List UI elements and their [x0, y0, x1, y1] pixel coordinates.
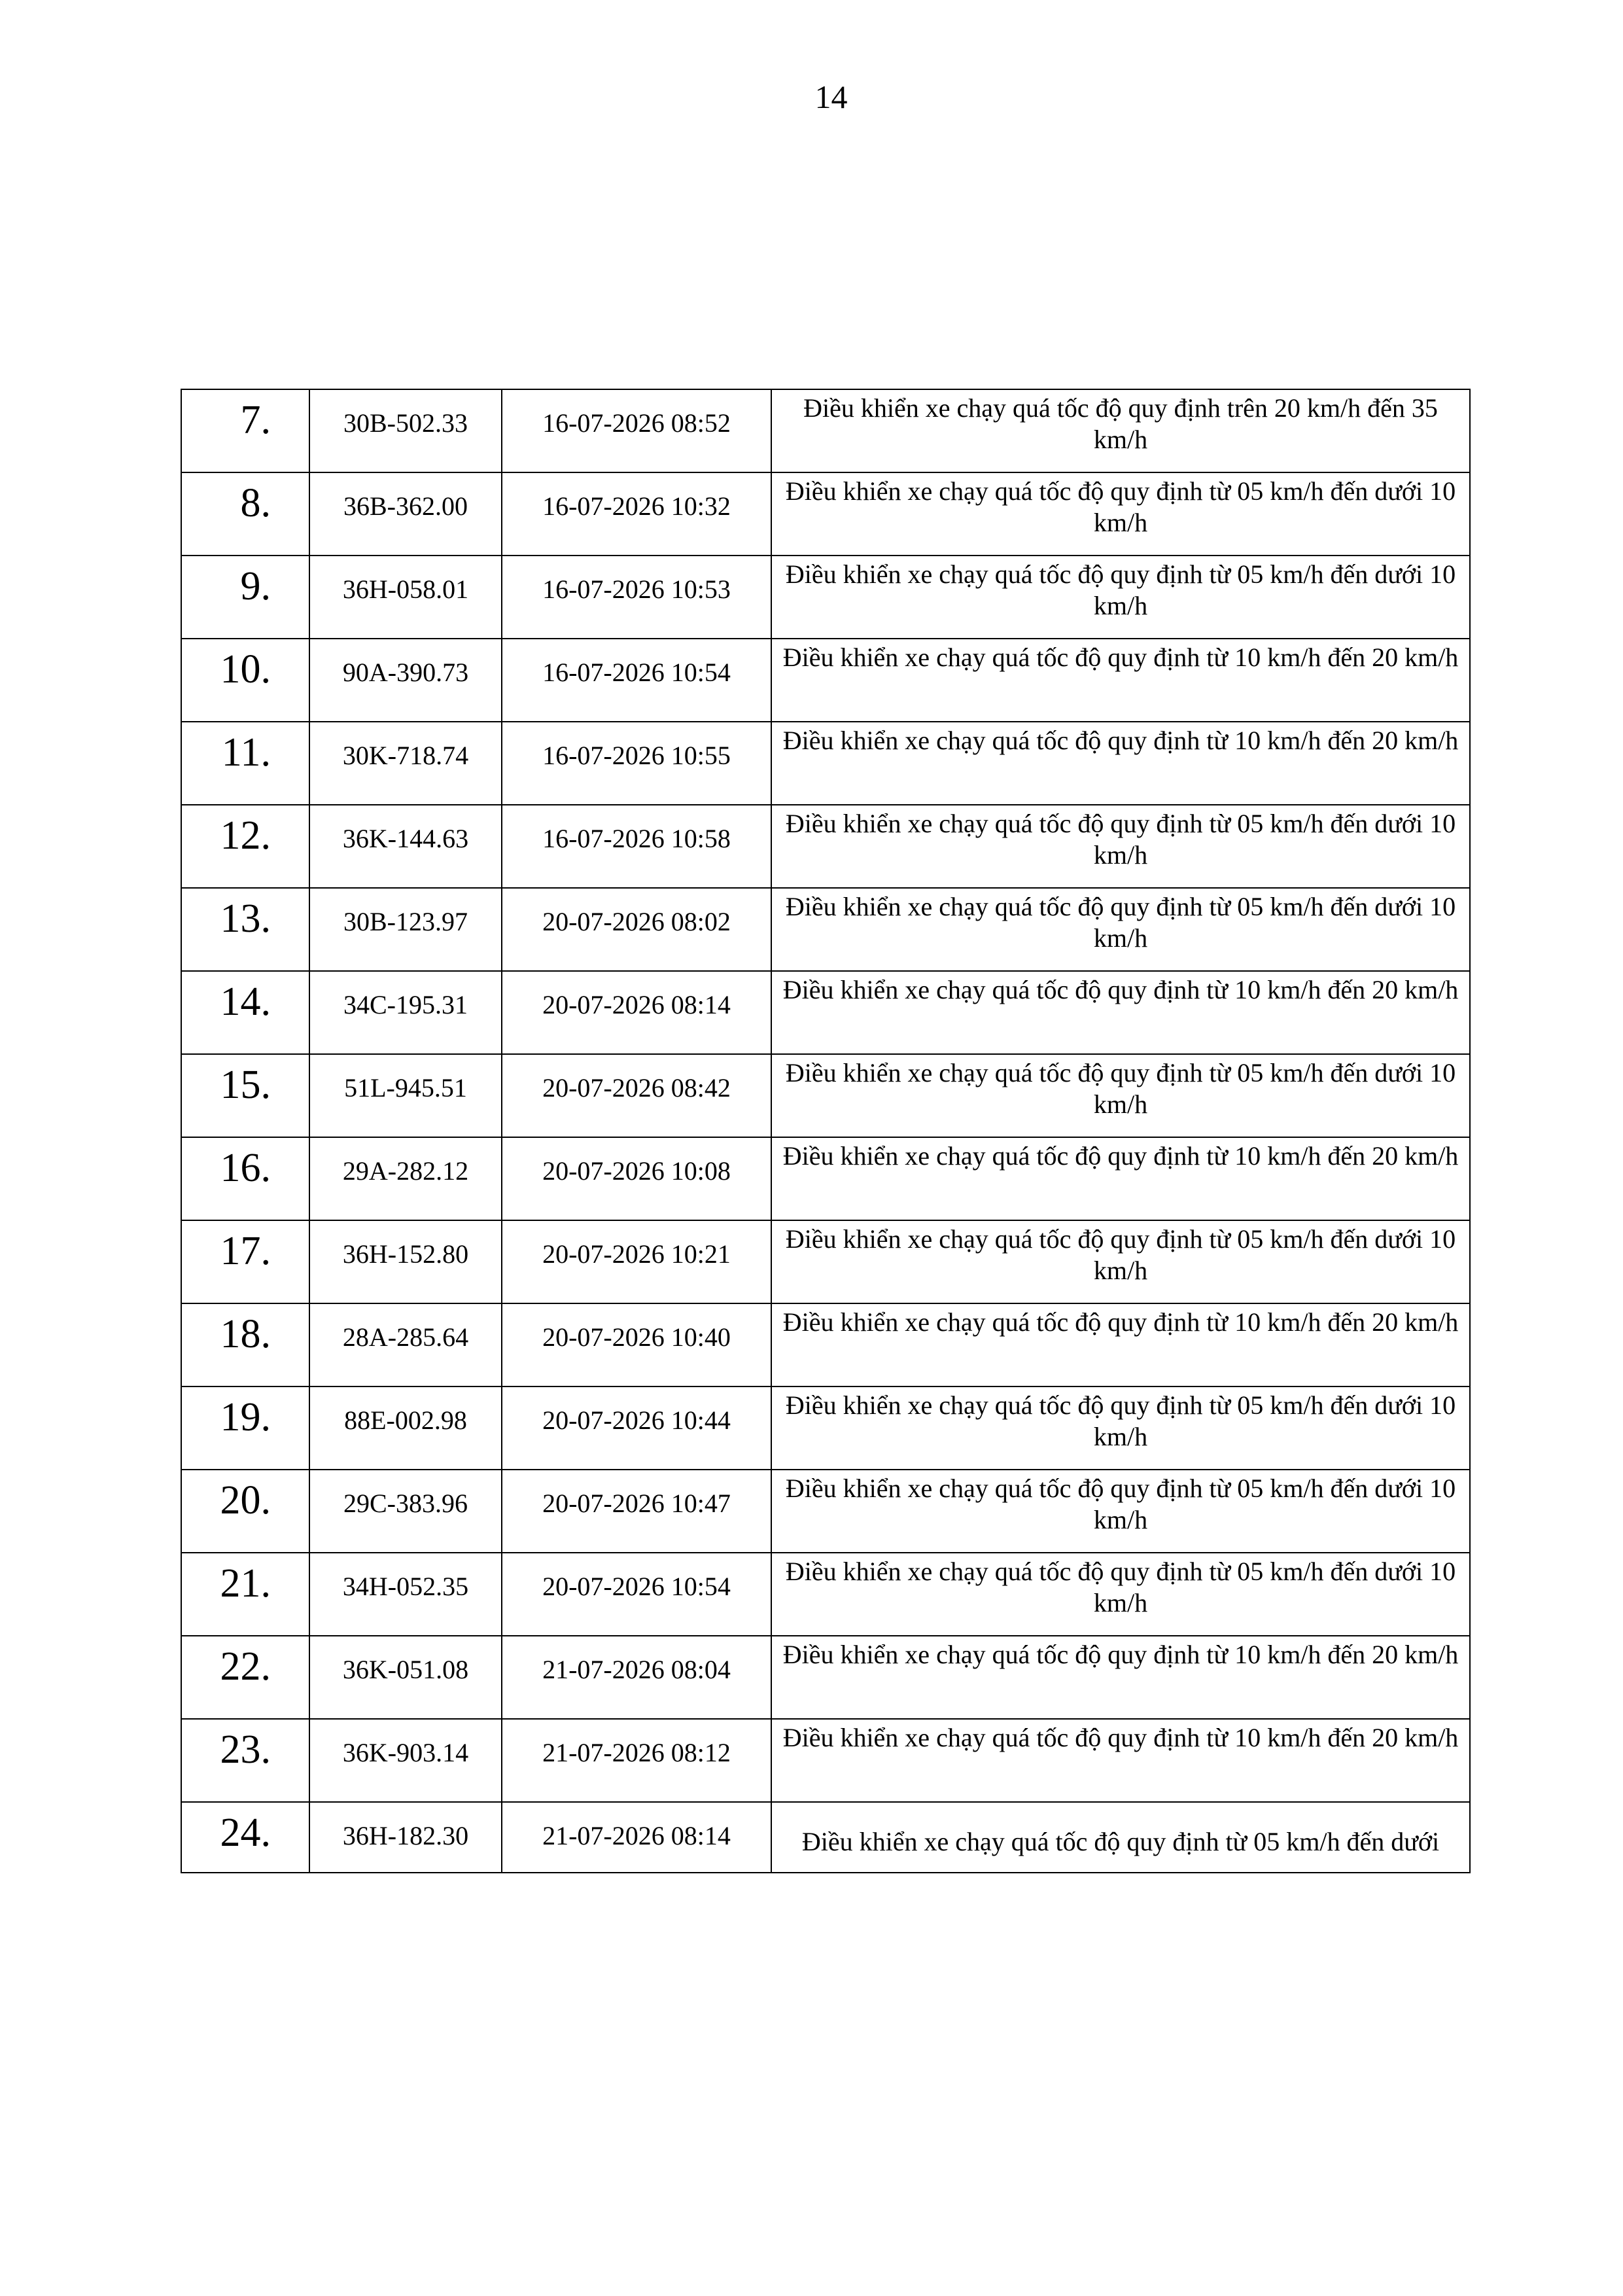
- row-number-cell-text: 17.: [220, 1229, 271, 1273]
- violation-description-cell-text: Điều khiển xe chạy quá tốc độ quy định trên 20 km/h đến 35 km/h: [803, 393, 1438, 454]
- license-plate-cell-text: 30K-718.74: [342, 741, 469, 770]
- table-row: [181, 639, 1470, 722]
- violation-time-cell: [502, 1470, 771, 1553]
- violation-time-cell: [502, 389, 771, 472]
- violations-table-body: [181, 389, 1470, 1873]
- violation-time-cell: [502, 556, 771, 639]
- violation-time-cell: [502, 1636, 771, 1719]
- row-number-cell: [181, 1802, 309, 1873]
- license-plate-cell-text: 34H-052.35: [342, 1572, 469, 1601]
- violation-description-cell-text: Điều khiển xe chạy quá tốc độ quy định từ 10 km/h đến 20 km/h: [782, 1141, 1459, 1171]
- license-plate-cell: [309, 389, 502, 472]
- row-number-cell: [181, 805, 309, 888]
- row-number-cell: [181, 639, 309, 722]
- row-number-cell: [181, 1303, 309, 1386]
- table-row: [181, 1636, 1470, 1719]
- violation-time-cell: [502, 1220, 771, 1303]
- row-number-cell: [181, 722, 309, 805]
- row-number-cell-text: 20.: [220, 1478, 271, 1523]
- table-row: [181, 556, 1470, 639]
- license-plate-cell: [309, 1303, 502, 1386]
- license-plate-cell: [309, 1802, 502, 1873]
- row-number-cell-text: 10.: [220, 647, 271, 692]
- row-number-cell: [181, 971, 309, 1054]
- violation-time-cell-text: 21-07-2026 08:04: [542, 1655, 731, 1684]
- violation-description-cell: [771, 1303, 1470, 1386]
- license-plate-cell-text: 36H-182.30: [342, 1821, 469, 1850]
- row-number-cell: [181, 1386, 309, 1470]
- violation-time-cell-text: 20-07-2026 10:44: [542, 1405, 731, 1435]
- violation-time-cell-text: 20-07-2026 08:14: [542, 990, 731, 1019]
- violation-description-cell: [771, 556, 1470, 639]
- license-plate-cell-text: 36K-144.63: [342, 824, 469, 853]
- license-plate-cell: [309, 639, 502, 722]
- table-row: [181, 888, 1470, 971]
- violation-time-cell: [502, 722, 771, 805]
- license-plate-cell: [309, 971, 502, 1054]
- violation-description-cell-text: Điều khiển xe chạy quá tốc độ quy định từ 05 km/h đến dưới 10 km/h: [785, 809, 1456, 870]
- row-number-cell-text: 24.: [220, 1810, 271, 1855]
- violation-time-cell-text: 20-07-2026 10:21: [542, 1239, 731, 1269]
- license-plate-cell: [309, 556, 502, 639]
- row-number-cell-text: 18.: [220, 1312, 271, 1356]
- violation-time-cell-text: 16-07-2026 10:53: [542, 574, 731, 604]
- license-plate-cell: [309, 1470, 502, 1553]
- license-plate-cell: [309, 722, 502, 805]
- license-plate-cell: [309, 805, 502, 888]
- license-plate-cell-text: 36H-152.80: [342, 1239, 469, 1269]
- violation-time-cell-text: 16-07-2026 10:58: [542, 824, 731, 853]
- row-number-cell-text: 14.: [220, 980, 271, 1024]
- violation-description-cell: [771, 472, 1470, 556]
- license-plate-cell: [309, 1054, 502, 1137]
- violation-time-cell: [502, 1137, 771, 1220]
- row-number-cell: [181, 1636, 309, 1719]
- license-plate-cell: [309, 1553, 502, 1636]
- license-plate-cell-text: 36H-058.01: [342, 574, 469, 604]
- violation-time-cell: [502, 1553, 771, 1636]
- violation-description-cell-text: Điều khiển xe chạy quá tốc độ quy định từ 10 km/h đến 20 km/h: [782, 643, 1459, 672]
- license-plate-cell-text: 30B-502.33: [343, 408, 468, 438]
- violation-time-cell-text: 20-07-2026 10:08: [542, 1156, 731, 1186]
- row-number-cell: [181, 1719, 309, 1802]
- row-number-cell: [181, 472, 309, 556]
- license-plate-cell-text: 88E-002.98: [344, 1405, 467, 1435]
- license-plate-cell-text: 90A-390.73: [342, 658, 469, 687]
- violation-description-cell-text: Điều khiển xe chạy quá tốc độ quy định từ 10 km/h đến 20 km/h: [782, 1640, 1459, 1669]
- license-plate-cell: [309, 888, 502, 971]
- table-row: [181, 1303, 1470, 1386]
- row-number-cell: [181, 1553, 309, 1636]
- license-plate-cell-text: 29C-383.96: [343, 1489, 468, 1518]
- violation-description-cell: [771, 1386, 1470, 1470]
- violation-description-cell: [771, 1470, 1470, 1553]
- row-number-cell-text: 15.: [220, 1063, 271, 1107]
- table-row: [181, 1553, 1470, 1636]
- table-row: [181, 722, 1470, 805]
- violation-description-cell: [771, 1054, 1470, 1137]
- license-plate-cell-text: 30B-123.97: [343, 907, 468, 936]
- license-plate-cell: [309, 1719, 502, 1802]
- license-plate-cell: [309, 472, 502, 556]
- violation-time-cell: [502, 805, 771, 888]
- violation-time-cell-text: 20-07-2026 08:02: [542, 907, 731, 936]
- table-row: [181, 472, 1470, 556]
- violation-description-cell-text: Điều khiển xe chạy quá tốc độ quy định từ 05 km/h đến dưới 10 km/h: [785, 476, 1456, 537]
- violation-time-cell: [502, 1386, 771, 1470]
- row-number-cell-text: 22.: [220, 1644, 271, 1689]
- violation-description-cell-text: Điều khiển xe chạy quá tốc độ quy định từ 05 km/h đến dưới 10 km/h: [785, 1474, 1456, 1534]
- row-number-cell-text: 13.: [220, 896, 271, 941]
- table-row: [181, 1470, 1470, 1553]
- violation-time-cell-text: 20-07-2026 10:40: [542, 1322, 731, 1352]
- row-number-cell: [181, 1220, 309, 1303]
- row-number-cell-text: 21.: [220, 1561, 271, 1606]
- table-row: [181, 389, 1470, 472]
- table-row: [181, 1137, 1470, 1220]
- violation-time-cell-text: 21-07-2026 08:12: [542, 1738, 731, 1767]
- violation-time-cell: [502, 639, 771, 722]
- violation-description-cell: [771, 1220, 1470, 1303]
- violation-description-cell-text: Điều khiển xe chạy quá tốc độ quy định từ 05 km/h đến dưới 10 km/h: [785, 559, 1456, 620]
- violation-description-cell-text: Điều khiển xe chạy quá tốc độ quy định từ 10 km/h đến 20 km/h: [782, 726, 1459, 755]
- violation-description-cell-text: Điều khiển xe chạy quá tốc độ quy định từ 10 km/h đến 20 km/h: [782, 1307, 1459, 1337]
- table-row: [181, 1719, 1470, 1802]
- row-number-cell: [181, 556, 309, 639]
- violation-description-cell: [771, 1137, 1470, 1220]
- violation-description-cell: [771, 639, 1470, 722]
- row-number-cell-text: 16.: [220, 1146, 271, 1190]
- license-plate-cell-text: 34C-195.31: [343, 990, 468, 1019]
- table-row: [181, 1220, 1470, 1303]
- license-plate-cell-text: 28A-285.64: [342, 1322, 469, 1352]
- table-row: [181, 1054, 1470, 1137]
- row-number-cell-text: 11.: [221, 730, 271, 775]
- row-number-cell: [181, 888, 309, 971]
- table-row: [181, 1802, 1470, 1873]
- license-plate-cell: [309, 1386, 502, 1470]
- violation-description-cell-text: Điều khiển xe chạy quá tốc độ quy định từ 05 km/h đến dưới 10 km/h: [785, 1058, 1456, 1119]
- violation-time-cell-text: 16-07-2026 10:54: [542, 658, 731, 687]
- license-plate-cell-text: 51L-945.51: [344, 1073, 467, 1103]
- violations-table: [181, 389, 1471, 1873]
- row-number-cell-text: 9.: [240, 564, 271, 609]
- violation-description-cell-text: Điều khiển xe chạy quá tốc độ quy định từ 05 km/h đến dưới 10 km/h: [785, 1557, 1456, 1617]
- license-plate-cell: [309, 1220, 502, 1303]
- table-row: [181, 1386, 1470, 1470]
- violation-description-cell-text: Điều khiển xe chạy quá tốc độ quy định từ 05 km/h đến dưới 10 km/h: [785, 1390, 1456, 1451]
- violation-description-cell: [771, 805, 1470, 888]
- table-row: [181, 805, 1470, 888]
- violation-time-cell-text: 16-07-2026 08:52: [542, 408, 731, 438]
- violation-description-cell: [771, 1802, 1470, 1873]
- row-number-cell-text: 23.: [220, 1727, 271, 1772]
- violation-description-cell-text: Điều khiển xe chạy quá tốc độ quy định từ 05 km/h đến dưới: [801, 1827, 1440, 1856]
- row-number-cell-text: 12.: [220, 813, 271, 858]
- violation-time-cell-text: 21-07-2026 08:14: [542, 1821, 731, 1850]
- violation-time-cell-text: 20-07-2026 10:54: [542, 1572, 731, 1601]
- license-plate-cell: [309, 1137, 502, 1220]
- violation-time-cell: [502, 472, 771, 556]
- violation-description-cell: [771, 389, 1470, 472]
- page-number: 14: [814, 79, 848, 115]
- row-number-cell-text: 8.: [240, 481, 271, 525]
- violation-description-cell: [771, 888, 1470, 971]
- violation-time-cell-text: 20-07-2026 08:42: [542, 1073, 731, 1103]
- row-number-cell: [181, 1137, 309, 1220]
- violation-description-cell: [771, 971, 1470, 1054]
- violation-time-cell-text: 20-07-2026 10:47: [542, 1489, 731, 1518]
- violation-description-cell: [771, 1636, 1470, 1719]
- violation-description-cell-text: Điều khiển xe chạy quá tốc độ quy định từ 10 km/h đến 20 km/h: [782, 1723, 1459, 1752]
- violation-time-cell: [502, 1719, 771, 1802]
- violation-time-cell: [502, 1802, 771, 1873]
- violation-description-cell: [771, 1719, 1470, 1802]
- license-plate-cell-text: 29A-282.12: [342, 1156, 469, 1186]
- row-number-cell-text: 7.: [240, 398, 271, 442]
- license-plate-cell-text: 36B-362.00: [343, 491, 468, 521]
- violation-description-cell-text: Điều khiển xe chạy quá tốc độ quy định từ 10 km/h đến 20 km/h: [782, 975, 1459, 1004]
- table-row: [181, 971, 1470, 1054]
- license-plate-cell-text: 36K-051.08: [342, 1655, 469, 1684]
- row-number-cell: [181, 1470, 309, 1553]
- violation-description-cell-text: Điều khiển xe chạy quá tốc độ quy định từ 05 km/h đến dưới 10 km/h: [785, 892, 1456, 953]
- violation-time-cell: [502, 1303, 771, 1386]
- violation-time-cell: [502, 971, 771, 1054]
- row-number-cell: [181, 1054, 309, 1137]
- violation-description-cell: [771, 722, 1470, 805]
- license-plate-cell-text: 36K-903.14: [342, 1738, 469, 1767]
- violation-description-cell-text: Điều khiển xe chạy quá tốc độ quy định từ 05 km/h đến dưới 10 km/h: [785, 1224, 1456, 1285]
- license-plate-cell: [309, 1636, 502, 1719]
- violation-time-cell-text: 16-07-2026 10:55: [542, 741, 731, 770]
- row-number-cell: [181, 389, 309, 472]
- violation-description-cell: [771, 1553, 1470, 1636]
- violation-time-cell-text: 16-07-2026 10:32: [542, 491, 731, 521]
- row-number-cell-text: 19.: [220, 1395, 271, 1439]
- violation-time-cell: [502, 888, 771, 971]
- violation-time-cell: [502, 1054, 771, 1137]
